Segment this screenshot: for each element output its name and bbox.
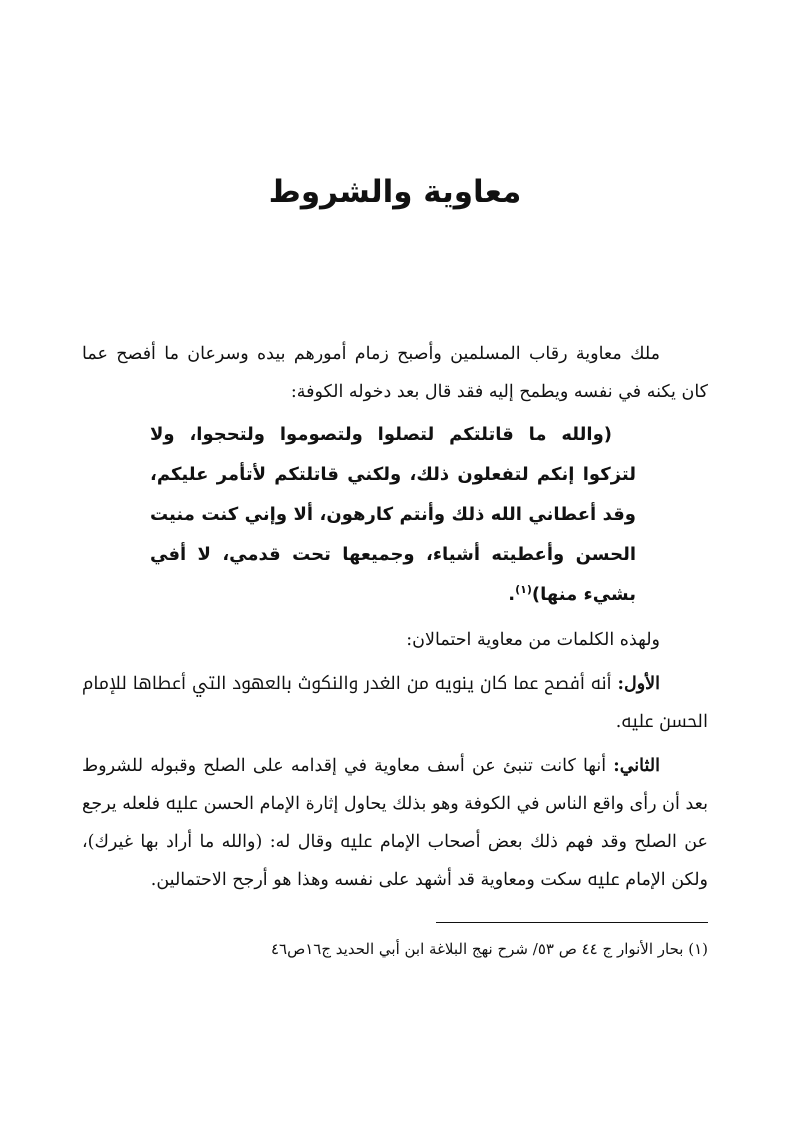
footnote-reference[interactable]: (١) — [515, 583, 532, 596]
body-text — [82, 335, 708, 899]
quote-end: . — [508, 584, 516, 605]
page-title: معاوية والشروط — [268, 174, 522, 210]
intro-paragraph: ملك معاوية رقاب المسلمين وأصبح زمام أمورهم بيده وسرعان ما أفصح عما كان يكنه في نفسه ويطمح إليه فقد قال بعد دخوله الكوفة: — [82, 344, 708, 402]
first-possibility — [82, 665, 708, 741]
first-label: الأول: — [617, 674, 660, 694]
second-possibility — [82, 747, 708, 899]
second-label: الثاني: — [613, 756, 660, 776]
quote-paragraph — [150, 415, 636, 615]
quote-text: (والله ما قاتلتكم لتصلوا ولتصوموا ولتحجوا، ولا لتزكوا إنكم لتفعلون ذلك، ولكني قاتلتكم لأتأمر عليكم، وقد أعطاني الله ذلك وأنتم كارهون، ألا وإني كنت منيت الحسن وأعطيته أشياء، وجميعها تحت قدمي، لا أفي بشيء منها) — [150, 424, 636, 605]
footnote: (١) بحار الأنوار ج ٤٤ ص ٥٣/ شرح نهج البلاغة ابن أبي الحديد ج١٦ص٤٦ — [270, 940, 708, 958]
first-text: أنه أفصح عما كان ينويه من الغدر والنكوث بالعهود التي أعطاها للإمام الحسن ﷷ. — [82, 674, 708, 732]
second-text: أنها كانت تنبئ عن أسف معاوية في إقدامه على الصلح وقبوله للشروط بعد أن رأى واقع الناس في الكوفة وهو بذلك يحاول إثارة الإمام الحسن ﷷ فلعله يرجع عن الصلح وقد فهم ذلك بعض أصحاب الإمام ﷷ وقال له: (والله ما أراد بها غيرك)، ولكن الإمام ﷷ سكت ومعاوية قد أشهد على نفسه وهذا هو أرجح الاحتمالين. — [82, 756, 708, 890]
possibilities-intro: ولهذه الكلمات من معاوية احتمالان: — [406, 630, 660, 650]
footnote-divider — [436, 922, 708, 923]
